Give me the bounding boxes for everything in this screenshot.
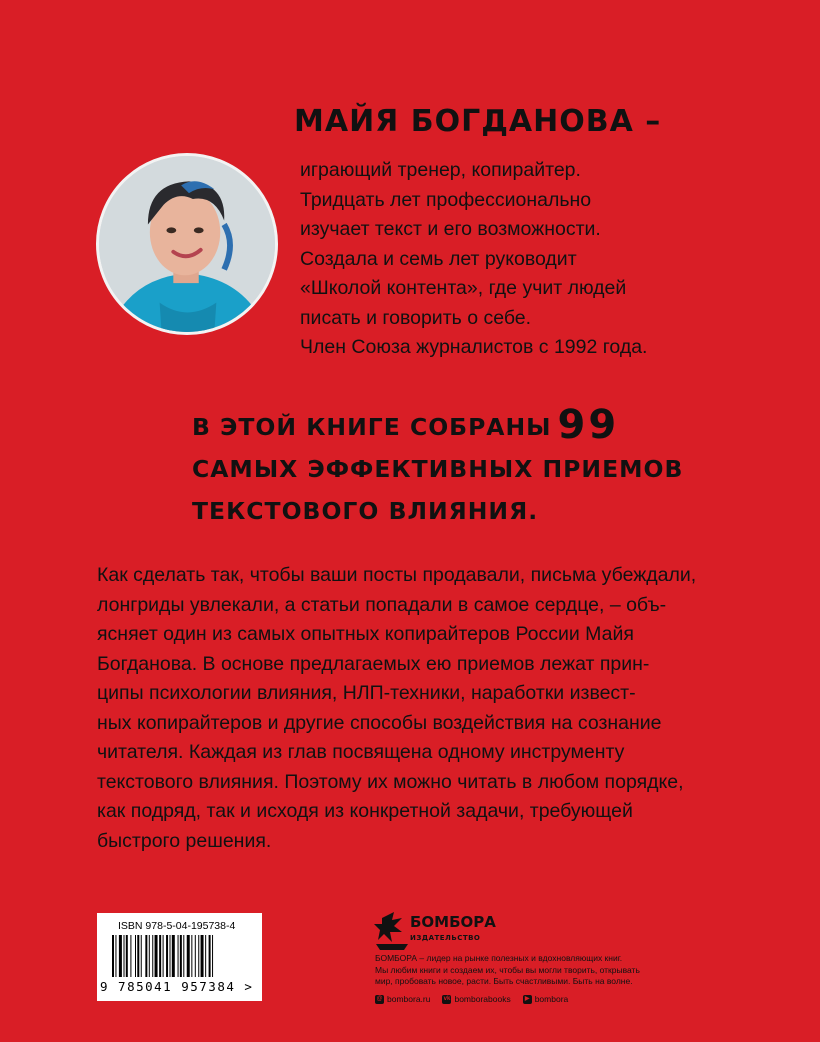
barcode-bars bbox=[112, 935, 247, 977]
author-name: МАЙЯ БОГДАНОВА – bbox=[294, 104, 662, 139]
author-bio bbox=[300, 156, 680, 363]
bio-line: «Школой контента», где учит людей bbox=[300, 277, 627, 299]
description-line: лонгриды увлекали, а статьи попадали в самое сердце, – объ- bbox=[97, 593, 667, 616]
headline-line-1 bbox=[192, 404, 752, 448]
isbn-text: ISBN 978-5-04-195738-4 bbox=[118, 920, 236, 932]
bio-line: Тридцать лет профессионально bbox=[300, 188, 592, 211]
headline-line-3: ТЕКСТОВОГО ВЛИЯНИЯ. bbox=[192, 497, 539, 525]
publisher-subtitle: ИЗДАТЕЛЬСТВО bbox=[410, 934, 481, 942]
youtube-telegram-icon: ▶ bbox=[523, 995, 532, 1004]
web-icon: @ bbox=[376, 995, 383, 1002]
bio-line: Член Союза журналистов с 1992 года. bbox=[300, 336, 648, 358]
bio-line: изучает текст и его возможности. bbox=[300, 218, 601, 240]
description-line: текстового влияния. Поэтому их можно читать в любом порядке, bbox=[97, 770, 684, 793]
social-youtube-telegram[interactable] bbox=[523, 994, 569, 1004]
publisher-name: БОМБОРА bbox=[410, 913, 496, 931]
bio-line: играющий тренер, копирайтер. bbox=[300, 159, 581, 181]
social-web[interactable] bbox=[375, 994, 430, 1004]
description-line: Богданова. В основе предлагаемых ею приемов лежат прин- bbox=[97, 652, 650, 675]
book-description bbox=[97, 561, 722, 856]
bio-line: писать и говорить о себе. bbox=[300, 306, 532, 329]
description-line: ципы психологии влияния, НЛП-техники, наработки извест- bbox=[97, 682, 636, 704]
description-line: ясняет один из самых опытных копирайтеров России Майя bbox=[97, 623, 634, 645]
ean-text: 9 785041 957384 > bbox=[100, 979, 254, 994]
description-line: быстрого решения. bbox=[97, 829, 272, 852]
bio-line: Создала и семь лет руководит bbox=[300, 247, 577, 270]
description-line: Как сделать так, чтобы ваши посты продавали, письма убеждали, bbox=[97, 564, 697, 586]
social-label: bomborabooks bbox=[454, 994, 511, 1004]
social-label: bombora.ru bbox=[387, 994, 431, 1004]
author-photo bbox=[96, 153, 278, 335]
publisher-text-line: Мы любим книги и создаем их, чтобы вы могли творить, открывать bbox=[375, 964, 640, 975]
description-line: читателя. Каждая из глав посвящена одному инструменту bbox=[97, 741, 625, 763]
publisher-text-line: мир, пробовать новое, расти. Быть счастливыми. Быть на волне. bbox=[375, 976, 633, 986]
headline-line-2: САМЫХ ЭФФЕКТИВНЫХ ПРИЕМОВ bbox=[192, 455, 684, 483]
headline bbox=[192, 404, 752, 532]
headline-text: В ЭТОЙ КНИГЕ СОБРАНЫ bbox=[192, 413, 552, 441]
publisher-text-line: БОМБОРА – лидер на рынке полезных и вдохновляющих книг. bbox=[375, 953, 623, 963]
headline-number: 99 bbox=[557, 402, 620, 448]
publisher-socials bbox=[375, 994, 568, 1004]
vk-icon: vk bbox=[443, 995, 451, 1002]
social-label: bombora bbox=[534, 994, 569, 1004]
social-vk[interactable] bbox=[442, 994, 510, 1004]
description-line: как подряд, так и исходя из конкретной задачи, требующей bbox=[97, 800, 633, 822]
description-line: ных копирайтеров и другие способы воздействия на сознание bbox=[97, 711, 662, 734]
publisher-text bbox=[375, 953, 675, 988]
